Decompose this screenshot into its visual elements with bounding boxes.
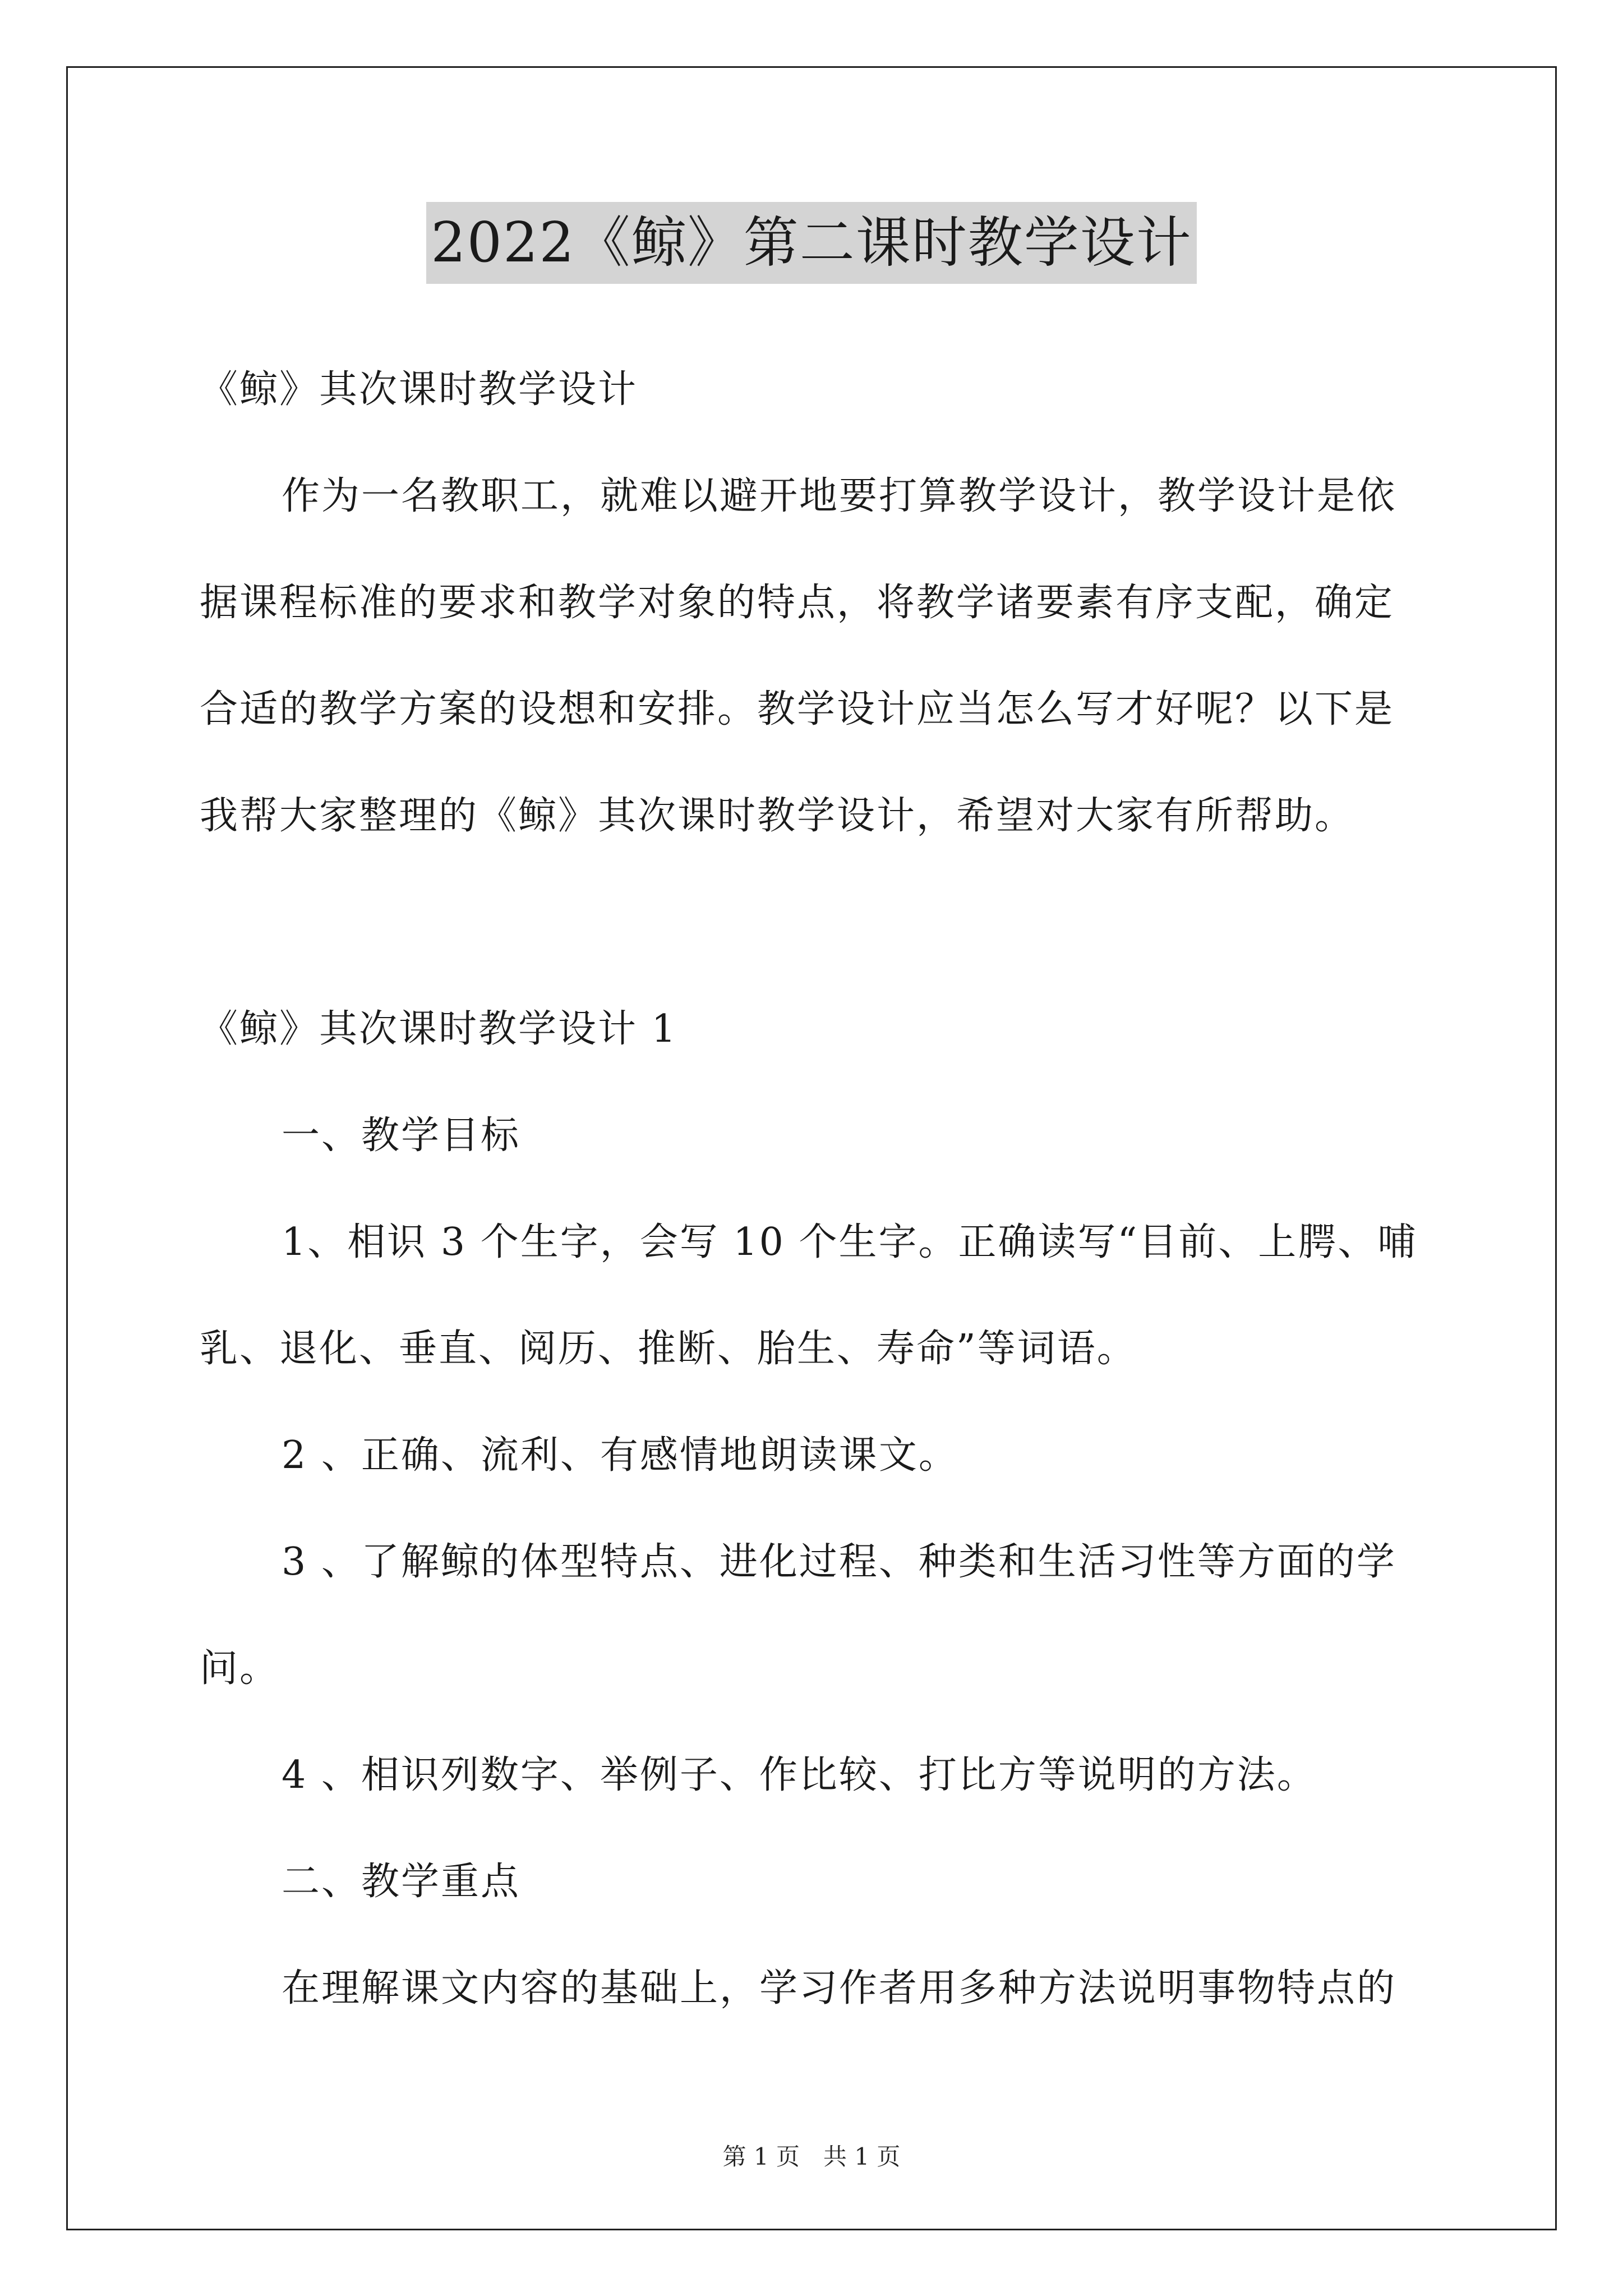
goal-1-line-1: 1、相识 3 个生字，会写 10 个生字。正确读写“目前、上腭、哺 <box>282 1220 1418 1264</box>
focus-line: 在理解课文内容的基础上，学习作者用多种方法说明事物特点的 <box>282 1966 1397 2010</box>
section-title: 《鲸》其次课时教学设计 1 <box>200 1007 677 1051</box>
intro-line-2: 据课程标准的要求和教学对象的特点，将教学诸要素有序支配，确定 <box>200 581 1395 625</box>
document-title: 2022《鲸》第二课时教学设计 <box>426 202 1196 284</box>
intro-line-1: 作为一名教职工，就难以避开地要打算教学设计，教学设计是依 <box>282 474 1397 518</box>
intro-line-4: 我帮大家整理的《鲸》其次课时教学设计，希望对大家有所帮助。 <box>200 794 1355 838</box>
page-footer: 第 1 页 共 1 页 <box>722 2143 901 2170</box>
title-container <box>0 202 1623 284</box>
goal-2: 2 、正确、流利、有感情地朗读课文。 <box>282 1433 958 1478</box>
heading-teaching-focus: 二、教学重点 <box>282 1860 521 1904</box>
goal-1-line-2: 乳、退化、垂直、阅历、推断、胎生、寿命”等词语。 <box>200 1327 1137 1371</box>
goal-3-line-1: 3 、了解鲸的体型特点、进化过程、种类和生活习性等方面的学 <box>282 1540 1396 1584</box>
goal-4: 4 、相识列数字、举例子、作比较、打比方等说明的方法。 <box>282 1753 1317 1797</box>
intro-line-3: 合适的教学方案的设想和安排。教学设计应当怎么写才好呢？以下是 <box>200 687 1395 731</box>
heading-teaching-goals: 一、教学目标 <box>282 1114 521 1158</box>
goal-3-line-2: 问。 <box>200 1646 280 1691</box>
subtitle: 《鲸》其次课时教学设计 <box>200 367 638 412</box>
